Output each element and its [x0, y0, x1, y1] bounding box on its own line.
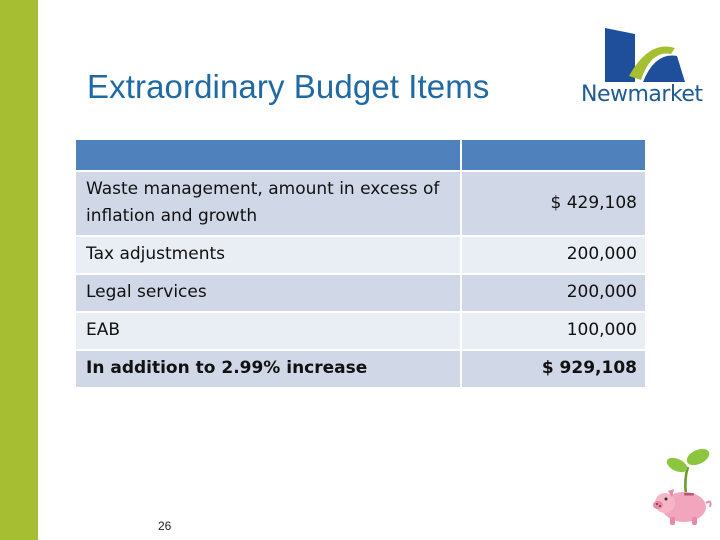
- logo-wordmark: Newmarket: [581, 82, 703, 107]
- piggy-bank-sprout-icon: [650, 445, 716, 530]
- table-row: [76, 312, 645, 350]
- amount-cell: 200,000: [461, 274, 645, 312]
- table-row: [76, 274, 645, 312]
- amount-cell: 200,000: [461, 236, 645, 274]
- table-total-row: [76, 350, 645, 387]
- item-cell: Legal services: [76, 274, 461, 312]
- side-accent-bar: [0, 0, 38, 540]
- total-label-cell: In addition to 2.99% increase: [76, 350, 461, 387]
- table-row: [76, 236, 645, 274]
- total-amount-cell: $ 929,108: [461, 350, 645, 387]
- item-cell: Tax adjustments: [76, 236, 461, 274]
- newmarket-logo: [576, 24, 703, 110]
- table-row: [76, 171, 645, 236]
- budget-items-table: [76, 140, 645, 387]
- logo-mark-icon: [605, 28, 687, 82]
- item-cell: Waste management, amount in excess of inflation and growth: [76, 171, 461, 236]
- table-header-amount: [461, 140, 645, 171]
- amount-cell: $ 429,108: [461, 171, 645, 236]
- table-header-row: [76, 140, 645, 171]
- amount-cell: 100,000: [461, 312, 645, 350]
- page-number: 26: [158, 519, 172, 533]
- table-header-item: [76, 140, 461, 171]
- item-cell: EAB: [76, 312, 461, 350]
- slide-title: Extraordinary Budget Items: [87, 68, 490, 105]
